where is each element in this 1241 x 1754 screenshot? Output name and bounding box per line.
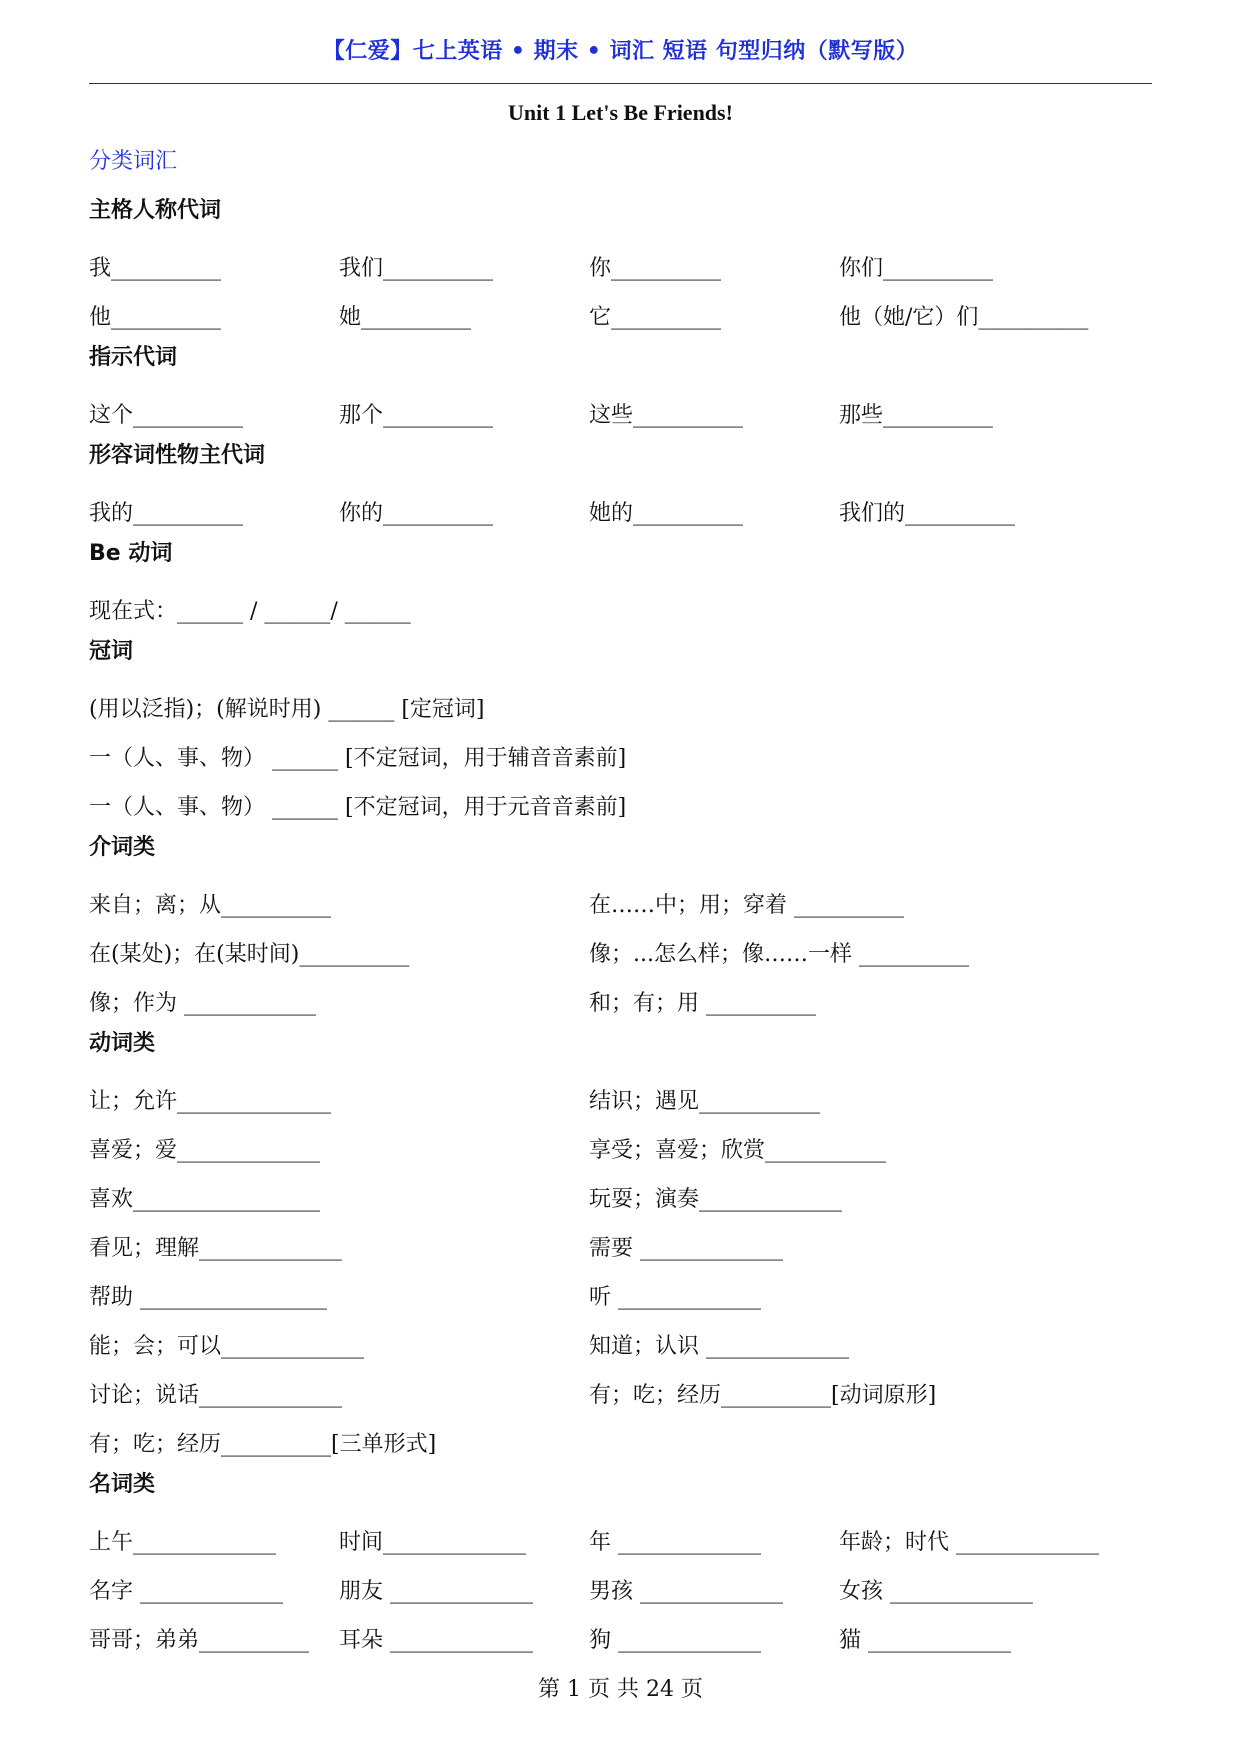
blank-item: 它__________ <box>589 305 722 330</box>
blank-item: 名字 _____________ <box>89 1579 283 1604</box>
worksheet-row <box>89 683 1152 732</box>
blank-item: 一（人、事、物） ______ [不定冠词，用于辅音音素前] <box>89 746 627 771</box>
worksheet-row <box>89 781 1152 830</box>
worksheet-row <box>89 487 1152 536</box>
blank-item: 需要 _____________ <box>589 1236 783 1261</box>
blank-item: 耳朵 _____________ <box>339 1628 533 1653</box>
blank-item: 那个__________ <box>339 403 494 428</box>
worksheet-row <box>89 928 1152 977</box>
blank-item: 有；吃；经历__________[三单形式] <box>89 1432 437 1457</box>
worksheet-row <box>89 1173 1152 1222</box>
blank-item: 能；会；可以_____________ <box>89 1334 365 1359</box>
blank-item: 这些__________ <box>589 403 744 428</box>
blank-item: 她__________ <box>339 305 472 330</box>
section-heading-possessives: 形容词性物主代词 <box>89 443 266 468</box>
blank-item: 时间_____________ <box>339 1530 527 1555</box>
blank-item: 享受；喜爱；欣赏___________ <box>589 1138 887 1163</box>
section-heading-demonstratives: 指示代词 <box>89 345 178 370</box>
blank-item: 看见；理解_____________ <box>89 1236 343 1261</box>
blank-item: 像；...怎么样；像……一样 __________ <box>589 942 969 967</box>
worksheet-row <box>89 1124 1152 1173</box>
section-heading-be-verb: Be 动词 <box>89 541 173 566</box>
blank-item: 女孩 _____________ <box>839 1579 1033 1604</box>
blank-item: 这个__________ <box>89 403 244 428</box>
section-heading-verbs: 动词类 <box>89 1031 156 1056</box>
blank-item: 年 _____________ <box>589 1530 761 1555</box>
worksheet-row <box>89 1369 1152 1418</box>
blank-item: 年龄；时代 _____________ <box>839 1530 1099 1555</box>
worksheet-row <box>89 242 1152 291</box>
blank-item: (用以泛指)；(解说时用) ______ [定冠词] <box>89 697 485 722</box>
worksheet-row <box>89 1565 1152 1614</box>
worksheet-body <box>89 144 1152 1663</box>
blank-item: 男孩 _____________ <box>589 1579 783 1604</box>
worksheet-row <box>89 1614 1152 1663</box>
blank-item: 喜欢_________________ <box>89 1187 321 1212</box>
blank-item: 玩耍；演奏_____________ <box>589 1187 843 1212</box>
blank-item: 狗 _____________ <box>589 1628 761 1653</box>
worksheet-row <box>89 1075 1152 1124</box>
blank-item: 在(某处)；在(某时间)__________ <box>89 942 410 967</box>
blank-item: 你__________ <box>589 256 722 281</box>
worksheet-row <box>89 977 1152 1026</box>
unit-title: Unit 1 Let's Be Friends! <box>508 100 733 125</box>
blank-item: 哥哥；弟弟__________ <box>89 1628 310 1653</box>
blank-item: 猫 _____________ <box>839 1628 1011 1653</box>
blank-item: 他__________ <box>89 305 222 330</box>
worksheet-row <box>89 1271 1152 1320</box>
worksheet-row <box>89 389 1152 438</box>
blank-item: 上午_____________ <box>89 1530 277 1555</box>
blank-item: 让；允许______________ <box>89 1089 332 1114</box>
worksheet-row <box>89 291 1152 340</box>
blank-item: 来自；离；从__________ <box>89 893 332 918</box>
blank-item: 我__________ <box>89 256 222 281</box>
blank-item: 现在式：______ / ______/ ______ <box>89 599 411 624</box>
blank-item: 在……中；用；穿着 __________ <box>589 893 904 918</box>
blank-item: 帮助 _________________ <box>89 1285 327 1310</box>
worksheet-row <box>89 585 1152 634</box>
blank-item: 你们__________ <box>839 256 994 281</box>
worksheet-row <box>89 1516 1152 1565</box>
page-number: 第 1 页 共 24 页 <box>538 1677 703 1702</box>
document-header: 【仁爱】七上英语 • 期末 • 词汇 短语 句型归纳（默写版） <box>322 39 919 64</box>
blank-item: 我们__________ <box>339 256 494 281</box>
blank-item: 听 _____________ <box>589 1285 761 1310</box>
worksheet-row <box>89 1320 1152 1369</box>
blank-item: 朋友 _____________ <box>339 1579 533 1604</box>
worksheet-row <box>89 879 1152 928</box>
blank-item: 我的__________ <box>89 501 244 526</box>
blank-item: 和；有；用 __________ <box>589 991 816 1016</box>
blank-item: 那些__________ <box>839 403 994 428</box>
blank-item: 像；作为 ____________ <box>89 991 316 1016</box>
blank-item: 喜爱；爱_____________ <box>89 1138 321 1163</box>
blank-item: 你的__________ <box>339 501 494 526</box>
worksheet-row <box>89 1222 1152 1271</box>
blank-item: 我们的__________ <box>839 501 1016 526</box>
blank-item: 一（人、事、物） ______ [不定冠词，用于元音音素前] <box>89 795 627 820</box>
blank-item: 结识；遇见___________ <box>589 1089 821 1114</box>
category-label: 分类词汇 <box>89 149 178 174</box>
header-divider <box>89 83 1152 84</box>
blank-item: 讨论；说话_____________ <box>89 1383 343 1408</box>
blank-item: 知道；认识 _____________ <box>589 1334 849 1359</box>
worksheet-row <box>89 732 1152 781</box>
section-heading-nouns: 名词类 <box>89 1472 156 1497</box>
blank-item: 他（她/它）们__________ <box>839 305 1089 330</box>
section-heading-articles: 冠词 <box>89 639 134 664</box>
section-heading-subject-pronouns: 主格人称代词 <box>89 198 222 223</box>
worksheet-row <box>89 1418 1152 1467</box>
blank-item: 她的__________ <box>589 501 744 526</box>
section-heading-prepositions: 介词类 <box>89 835 156 860</box>
blank-item: 有；吃；经历__________[动词原形] <box>589 1383 937 1408</box>
